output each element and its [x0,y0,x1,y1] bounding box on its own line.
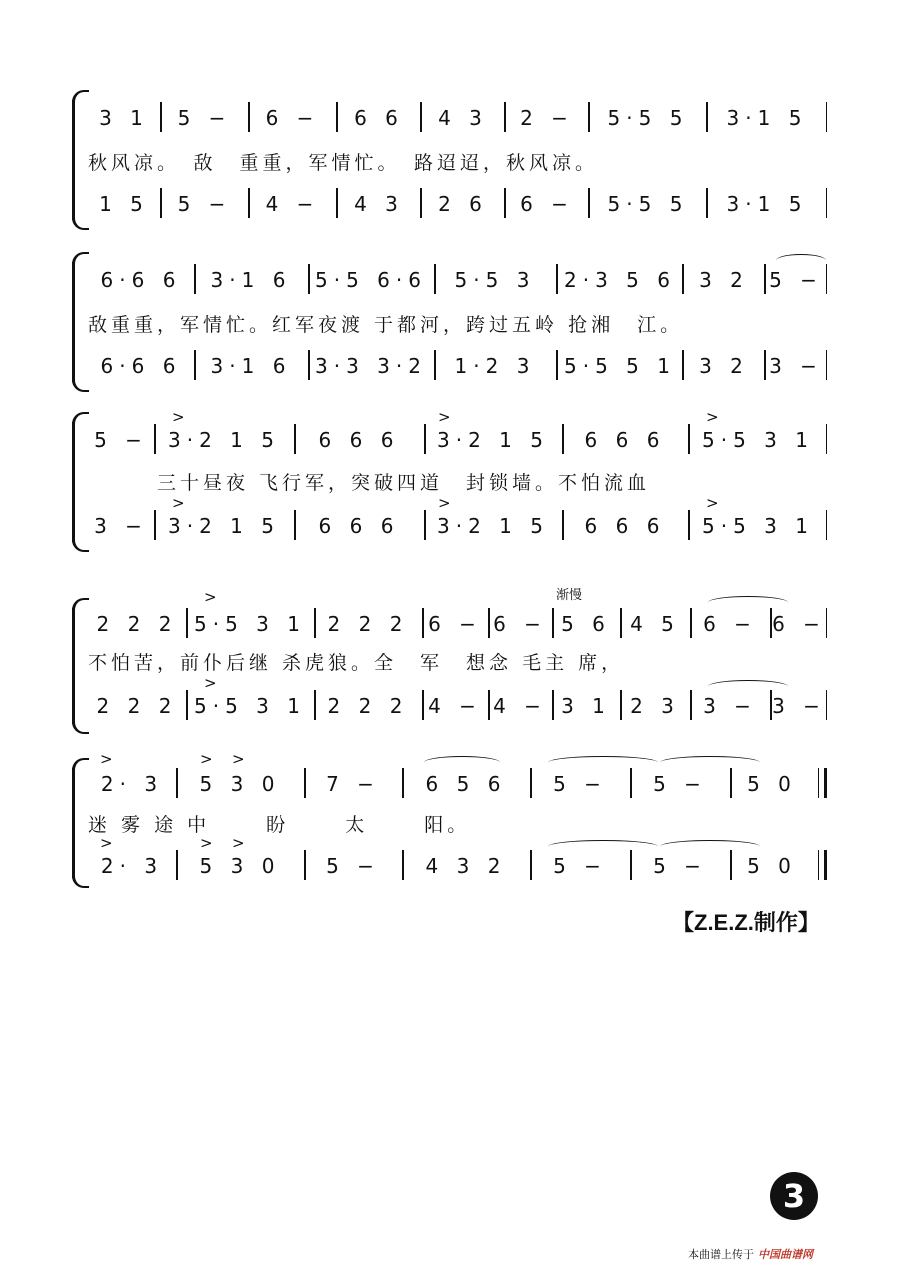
measure: 5·5 5 [607,106,689,130]
measure: 5 − [177,106,232,130]
measure: 5·5 3 [454,268,536,292]
measure: 3·1 6 [210,268,292,292]
measure: 5 − [94,428,148,452]
measure: 3 1 [99,106,149,130]
measure: 5·5 3 1 [702,428,814,452]
accent-mark: > [438,408,451,426]
measure: 1 5 [99,192,149,216]
accent-mark: > [172,408,185,426]
measure: 6·6 6 [100,268,182,292]
site-logo-text: 中国曲谱网 [758,1248,813,1261]
measure: 6 − [520,192,574,216]
system-brace [72,262,89,382]
accent-mark: > [706,494,719,512]
accent-mark: > [200,750,213,768]
bottom-staff-row [88,346,828,386]
accent-mark: > [204,588,217,606]
bottom-staff-row [88,506,828,546]
tempo-marking: 渐慢 [556,588,583,603]
top-staff-row [88,420,828,460]
measure: 5·5 5 1 [564,354,676,378]
author-credit: 【Z.E.Z.制作】 [672,910,820,935]
measure: 3·1 5 [726,192,808,216]
measure: 6 − [493,612,547,636]
measure: 5 − [653,854,707,878]
measure: 5 0 [747,772,797,796]
lyric-line: 三十昼夜 飞行军，突破四道 封锁墙。不怕流血 [88,472,651,494]
bottom-staff-row [88,686,828,726]
measure: 5 − [177,192,232,216]
measure: 4 − [265,192,320,216]
measure: 3 2 [699,354,749,378]
measure: 5·5 3 1 [702,514,814,538]
measure: 2 6 [438,192,488,216]
bottom-staff-row [88,184,828,224]
accent-mark: > [232,750,245,768]
top-staff-row [88,98,828,138]
measure: 5·5 6·6 [315,268,427,292]
measure: 2 2 2 [327,612,409,636]
measure: 5·5 5 [607,192,689,216]
measure: 2·3 5 6 [564,268,676,292]
measure: 4 3 [354,192,404,216]
system-brace [72,100,89,220]
accent-mark: > [100,834,113,852]
measure: 5 3 0 [199,854,281,878]
accent-mark: > [204,674,217,692]
measure: 4 − [493,694,547,718]
measure: 2 2 2 [96,612,178,636]
measure: 6 − [703,612,757,636]
measure: 3·2 1 5 [168,428,280,452]
measure: 6 − [265,106,320,130]
measure: 3 1 [561,694,611,718]
measure: 3·1 6 [210,354,292,378]
measure: 3·1 5 [726,106,808,130]
measure: 4 3 [438,106,488,130]
measure: 3 − [94,514,148,538]
page-number-badge: 3 [770,1172,818,1220]
measure: 5 − [553,772,607,796]
accent-mark: > [200,834,213,852]
measure: 5 3 0 [199,772,281,796]
accent-mark: > [438,494,451,512]
measure: 7 − [326,772,380,796]
lyric-line: 不怕苦，前仆后继 杀虎狼。全 军 想念 毛主 席， [88,652,625,674]
measure: 4 3 2 [425,854,507,878]
measure: 6 6 [354,106,404,130]
footer-text: 本曲谱上传于 [688,1248,754,1261]
measure: 3·3 3·2 [315,354,427,378]
measure: 2· 3 [100,854,164,878]
measure: 5·5 3 1 [194,612,306,636]
system-brace [72,422,89,542]
measure: 6·6 6 [100,354,182,378]
measure: 4 − [428,694,482,718]
top-staff-row [88,260,828,300]
measure: 6 6 6 [318,514,400,538]
accent-mark: > [172,494,185,512]
measure: 6 6 6 [318,428,400,452]
measure: 5·5 3 1 [194,694,306,718]
system-brace [72,768,89,878]
bottom-staff-row [88,846,828,886]
lyric-line: 迷 雾 途 中 盼 太 阳。 [88,814,471,836]
lyric-line: 秋风凉。 敌 重重，军情忙。 路迢迢，秋风凉。 [88,152,599,174]
measure: 6 − [772,612,826,636]
accent-mark: > [232,834,245,852]
accent-mark: > [706,408,719,426]
measure: 6 6 6 [584,514,666,538]
measure: 6 − [428,612,482,636]
measure: 2 2 2 [327,694,409,718]
measure: 3·2 1 5 [437,514,549,538]
lyric-line: 敌重重，军情忙。红军夜渡 于都河，跨过五岭 抢湘 江。 [88,314,684,336]
measure: 2· 3 [100,772,164,796]
measure: 6 6 6 [584,428,666,452]
measure: 3·2 1 5 [168,514,280,538]
measure: 6 5 6 [425,772,507,796]
measure: 3 − [769,354,823,378]
measure: 2 3 [630,694,680,718]
measure: 5 − [653,772,707,796]
measure: 5 − [553,854,607,878]
system-brace [72,608,89,724]
measure: 5 6 [561,612,611,636]
measure: 1·2 3 [454,354,536,378]
measure: 5 − [769,268,823,292]
accent-mark: > [100,750,113,768]
measure: 3 − [772,694,826,718]
footer-source [688,1246,813,1262]
measure: 4 5 [630,612,680,636]
measure: 2 − [520,106,574,130]
measure: 2 2 2 [96,694,178,718]
measure: 3·2 1 5 [437,428,549,452]
top-staff-row [88,764,828,804]
measure: 5 0 [747,854,797,878]
measure: 3 2 [699,268,749,292]
top-staff-row [88,604,828,644]
measure: 3 − [703,694,757,718]
measure: 5 − [326,854,380,878]
